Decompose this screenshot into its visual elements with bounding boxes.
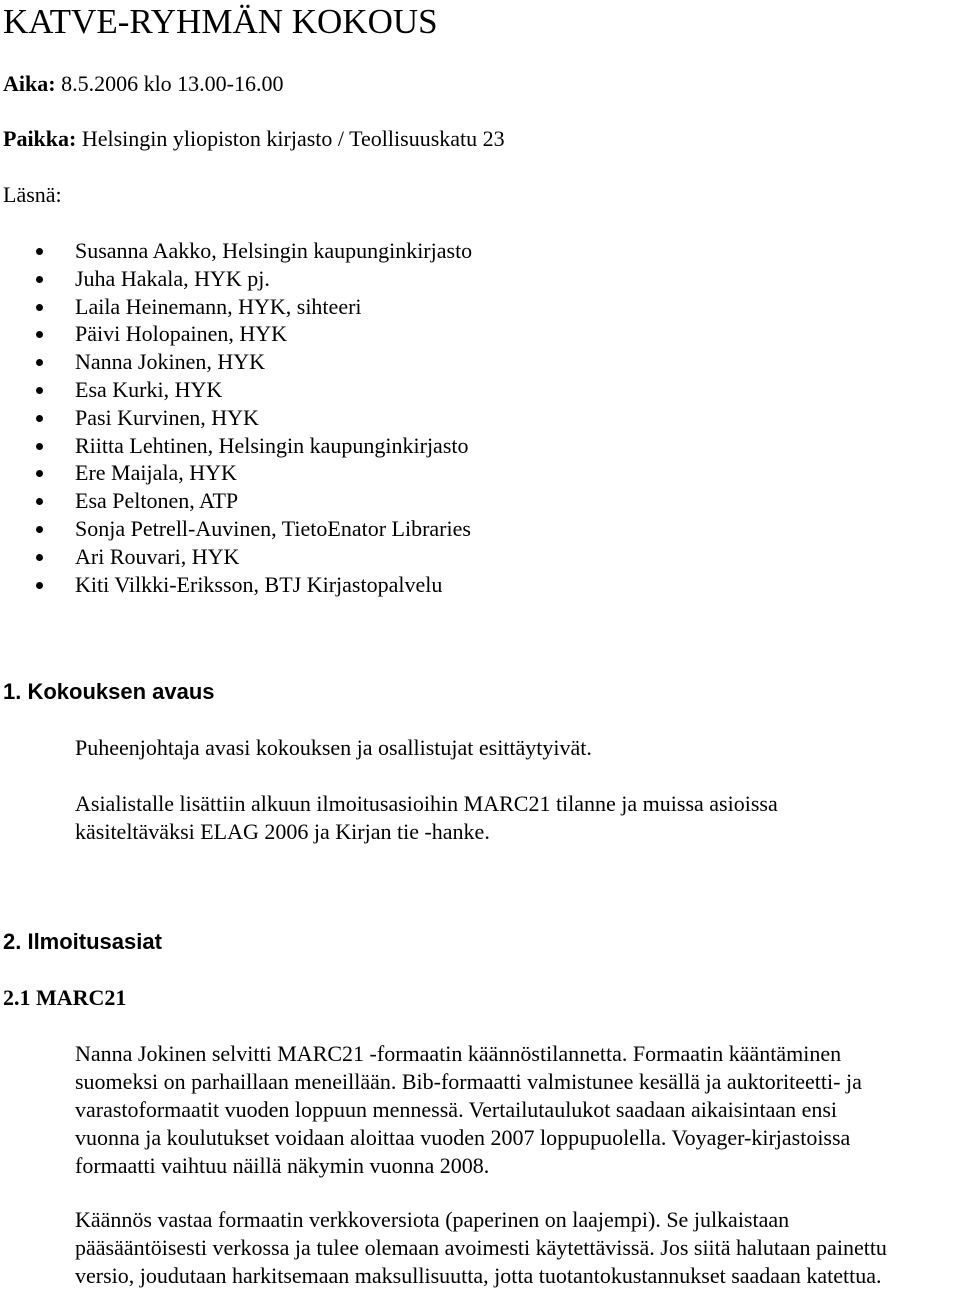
attendee-list (36, 237, 472, 598)
attendee-name: Ere Maijala, HYK (75, 460, 237, 486)
attendee-name: Susanna Aakko, Helsingin kaupunginkirjasto (75, 238, 473, 263)
meeting-time (3, 71, 284, 97)
bullet-icon (36, 554, 43, 561)
paragraph-line: versio, joudutaan harkitsemaan maksullisuutta, jotta tuotantokustannukset saadaan katettua. (75, 1263, 882, 1288)
list-item (36, 515, 472, 543)
document-title: KATVE-RYHMÄN KOKOUS (3, 2, 438, 41)
attendee-name: Esa Kurki, HYK (75, 376, 223, 402)
subsection-2-1-paragraph-2 (75, 1206, 887, 1290)
bullet-icon (36, 387, 43, 394)
bullet-icon (36, 526, 43, 533)
attendee-name: Päivi Holopainen, HYK (75, 321, 288, 347)
paragraph-line: Puheenjohtaja avasi kokouksen ja osallistujat esittäytyivät. (75, 735, 592, 760)
place-label: Paikka: (3, 126, 77, 151)
attendee-name: Juha Hakala, HYK pj. (75, 265, 270, 291)
bullet-icon (36, 470, 43, 477)
paragraph-line: Asialistalle lisättiin alkuun ilmoitusasioihin MARC21 tilanne ja muissa asioissa (75, 791, 778, 816)
bullet-icon (36, 582, 43, 589)
bullet-icon (36, 248, 43, 255)
list-item (36, 265, 472, 293)
attendee-name: Ari Rouvari, HYK (75, 543, 240, 569)
list-item (36, 459, 472, 487)
paragraph-line: Käännös vastaa formaatin verkkoversiota (paperinen on laajempi). Se julkaistaan (75, 1207, 790, 1232)
list-item (36, 376, 472, 404)
subsection-2-1-heading: 2.1 MARC21 (3, 985, 127, 1010)
attendee-name: Sonja Petrell-Auvinen, TietoEnator Libraries (75, 515, 471, 541)
bullet-icon (36, 331, 43, 338)
attendee-name: Kiti Vilkki-Eriksson, BTJ Kirjastopalvelu (75, 571, 443, 597)
paragraph-line: suomeksi on parhaillaan meneillään. Bib-formaatti valmistunee kesällä ja auktoriteetti- ja (75, 1069, 862, 1094)
paragraph-line: formaatti vaihtuu näillä näkymin vuonna 2008. (75, 1153, 490, 1178)
list-item (36, 571, 472, 599)
paragraph-line: pääsääntöisesti verkossa ja tulee olemaan avoimesti käytettävissä. Jos siitä halutaan painettu (75, 1235, 887, 1260)
paragraph-line: käsiteltäväksi ELAG 2006 ja Kirjan tie -hanke. (75, 819, 490, 844)
bullet-icon (36, 443, 43, 450)
attendee-name: Laila Heinemann, HYK, sihteeri (75, 293, 362, 319)
bullet-icon (36, 359, 43, 366)
section-1-paragraph-2 (75, 790, 778, 846)
place-value: Helsingin yliopiston kirjasto / Teollisuuskatu 23 (81, 126, 505, 151)
attendee-name: Esa Peltonen, ATP (75, 488, 239, 514)
section-1-paragraph-1 (75, 734, 592, 762)
attendees-label: Läsnä: (3, 182, 62, 207)
section-1-heading: 1. Kokouksen avaus (3, 679, 215, 704)
bullet-icon (36, 276, 43, 283)
meeting-place (3, 126, 505, 152)
subsection-2-1-paragraph-1 (75, 1040, 862, 1180)
list-item (36, 543, 472, 571)
attendee-name: Pasi Kurvinen, HYK (75, 404, 259, 430)
list-item (36, 293, 472, 321)
list-item (36, 432, 472, 460)
bullet-icon (36, 304, 43, 311)
list-item (36, 320, 472, 348)
list-item (36, 237, 472, 265)
list-item (36, 404, 472, 432)
paragraph-line: Nanna Jokinen selvitti MARC21 -formaatin käännöstilannetta. Formaatin kääntäminen (75, 1041, 842, 1066)
bullet-icon (36, 415, 43, 422)
time-value: 8.5.2006 klo 13.00-16.00 (61, 71, 284, 96)
attendee-name: Nanna Jokinen, HYK (75, 349, 266, 375)
paragraph-line: vuonna ja koulutukset voidaan aloittaa vuoden 2007 loppupuolella. Voyager-kirjastoissa (75, 1125, 851, 1150)
list-item (36, 487, 472, 515)
time-label: Aika: (3, 71, 56, 96)
list-item (36, 348, 472, 376)
paragraph-line: varastoformaatit vuoden loppuun mennessä. Vertailutaulukot saadaan aikaisintaan ensi (75, 1097, 838, 1122)
bullet-icon (36, 498, 43, 505)
section-2-heading: 2. Ilmoitusasiat (3, 929, 162, 954)
attendee-name: Riitta Lehtinen, Helsingin kaupunginkirjasto (75, 432, 469, 458)
